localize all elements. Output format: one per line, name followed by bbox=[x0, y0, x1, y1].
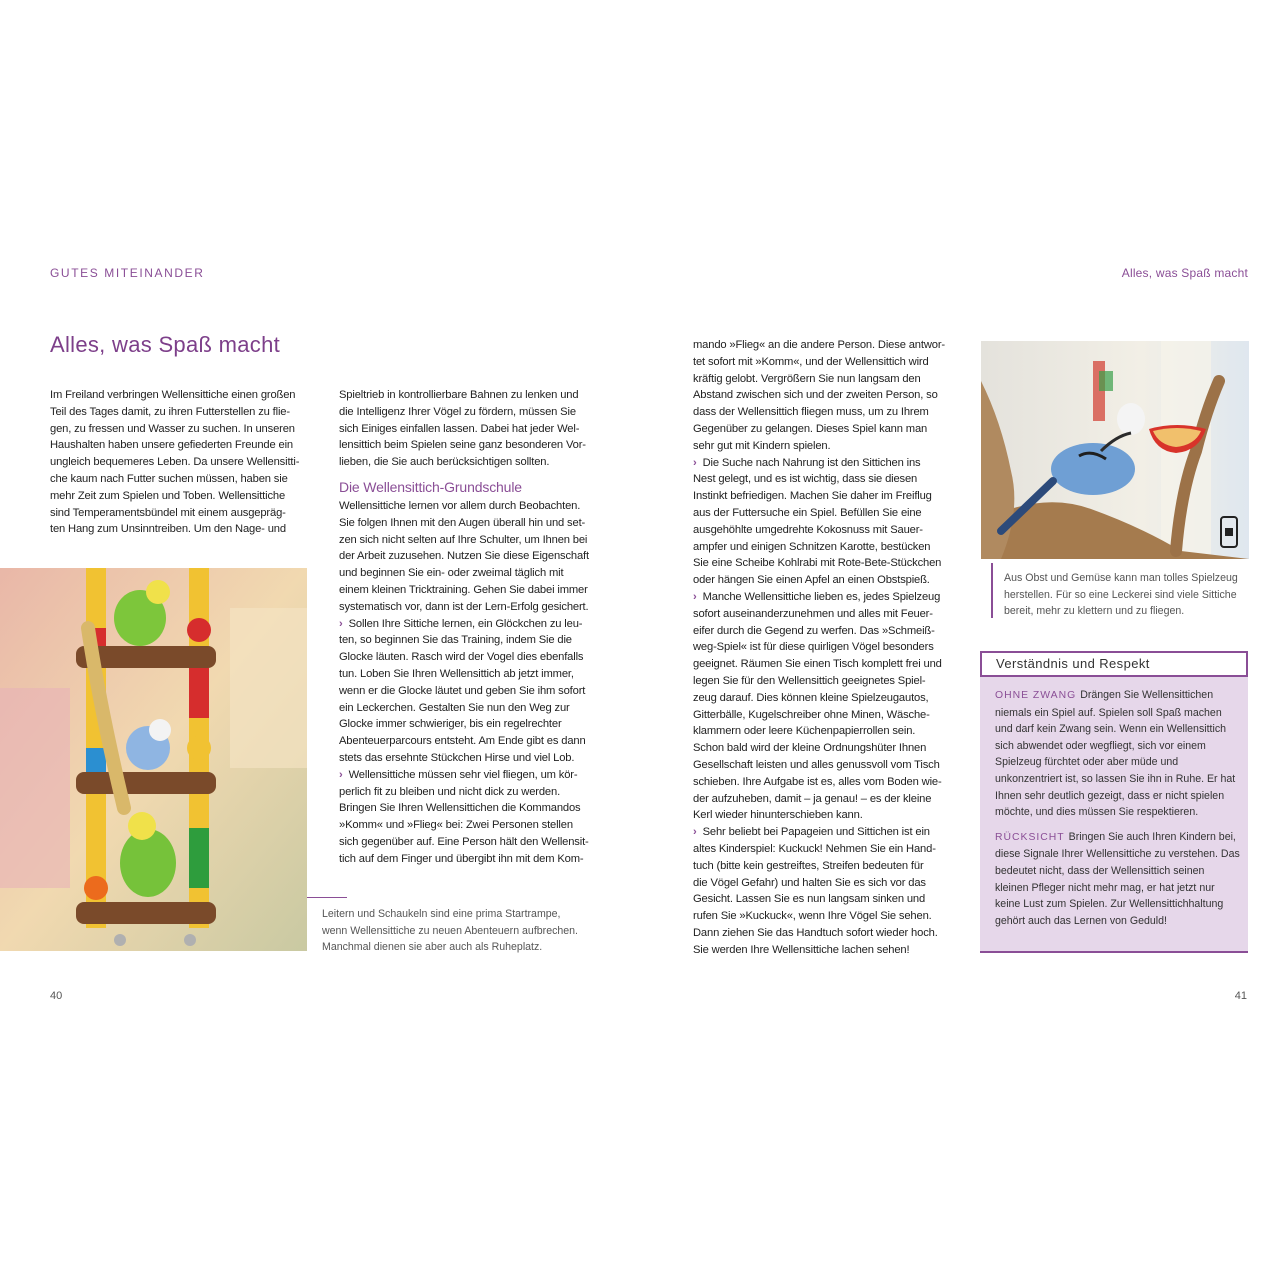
col2-intro bbox=[339, 387, 609, 471]
line-text: »Komm« und »Flieg« bei: Zwei Personen stellen bbox=[339, 819, 573, 832]
col1-lines bbox=[50, 387, 320, 538]
line-text: sind Temperamentsbündel mit einem ausgepräg- bbox=[50, 506, 286, 519]
line-text: lieben, die Sie auch berücksichtigen sollten. bbox=[339, 456, 550, 469]
line-text: ampfer und einigen Schnitzen Karotte, bestücken bbox=[693, 540, 931, 553]
text-line bbox=[339, 565, 609, 582]
text-line bbox=[339, 733, 609, 750]
line-text: Glocke immer schwieriger, bis ein regelrechter bbox=[339, 718, 562, 731]
bullet-arrow-icon: › bbox=[693, 826, 697, 839]
line-text: aus der Futtersuche ein Spiel. Befüllen Sie eine bbox=[693, 506, 922, 519]
text-line bbox=[339, 817, 609, 834]
line-text: Teil des Tages damit, zu ihren Futterstellen zu flie- bbox=[50, 405, 290, 418]
line-text: Sollen Ihre Sittiche lernen, ein Glöckchen zu leu- bbox=[348, 617, 583, 630]
text-line bbox=[693, 639, 963, 656]
line-text: Sehr beliebt bei Papageien und Sittichen ist ein bbox=[702, 826, 930, 839]
line-text: sich Einiges einfallen lassen. Dabei hat jeder Wel- bbox=[339, 422, 580, 435]
line-text: Bringen Sie Ihren Wellensittichen die Kommandos bbox=[339, 802, 581, 815]
line-text: die Intelligenz Ihrer Vögel zu fördern, müssen Sie bbox=[339, 405, 576, 418]
text-line bbox=[339, 498, 609, 515]
line-text: klammern oder leere Küchenpapierrollen sein. bbox=[693, 725, 916, 738]
info-box-body bbox=[995, 687, 1240, 937]
text-line bbox=[693, 723, 963, 740]
line-text: Dann ziehen Sie das Handtuch sofort wieder hoch. bbox=[693, 926, 938, 939]
text-line bbox=[693, 354, 963, 371]
text-line bbox=[693, 572, 963, 589]
text-line bbox=[339, 800, 609, 817]
line-text: systematisch vor, dann ist der Lern-Erfolg gesichert. bbox=[339, 600, 589, 613]
line-text: eifer durch die Gegend zu werfen. Das »Schmeiß- bbox=[693, 624, 935, 637]
line-text: tun. Loben Sie Ihren Wellensittich ab jetzt immer, bbox=[339, 667, 574, 680]
col3-bullet-1 bbox=[693, 455, 963, 589]
text-line bbox=[693, 471, 963, 488]
line-text: sehr gut mit Kindern spielen. bbox=[693, 439, 831, 452]
line-text: ausgehöhlte umgedrehte Kokosnuss mit Sauer- bbox=[693, 523, 923, 536]
text-line bbox=[693, 522, 963, 539]
text-line bbox=[693, 757, 963, 774]
line-text: dass der Wellensittich fliegen muss, um zu Ihrem bbox=[693, 406, 929, 419]
line-text: rufen Sie »Kuckuck«, wenn Ihre Vögel Sie sehen. bbox=[693, 910, 932, 923]
line-text: Gegenüber zu gelangen. Dieses Spiel kann man bbox=[693, 422, 928, 435]
text-line bbox=[50, 421, 320, 438]
text-line bbox=[693, 337, 963, 354]
text-line bbox=[339, 750, 609, 767]
text-line bbox=[693, 673, 963, 690]
text-line bbox=[339, 532, 609, 549]
text-line bbox=[1004, 587, 1252, 604]
text-line bbox=[322, 939, 612, 956]
line-text: Sie werden Ihre Wellensittiche lachen sehen! bbox=[693, 943, 910, 956]
column-1 bbox=[50, 387, 320, 538]
text-line bbox=[693, 875, 963, 892]
text-line bbox=[50, 404, 320, 421]
caption-rule-right bbox=[991, 563, 993, 618]
line-text: Instinkt befriedigen. Machen Sie daher im Freiflug bbox=[693, 490, 932, 503]
text-line bbox=[693, 740, 963, 757]
line-text: Sie eine Scheibe Kohlrabi mit Rote-Bete-Stückchen bbox=[693, 557, 942, 570]
line-text: schieben. Ihre Aufgabe ist es, alles vom Boden wie- bbox=[693, 775, 942, 788]
caption-left bbox=[322, 906, 612, 956]
text-line bbox=[693, 606, 963, 623]
text-line bbox=[693, 908, 963, 925]
text-line bbox=[339, 515, 609, 532]
text-line bbox=[693, 774, 963, 791]
bullet-arrow-icon: › bbox=[339, 617, 343, 630]
text-line bbox=[50, 488, 320, 505]
text-line bbox=[339, 716, 609, 733]
line-text: und beginnen Sie ein- oder zweimal täglich mit bbox=[339, 567, 564, 580]
budgie-ladder-illustration bbox=[0, 568, 307, 951]
text-line bbox=[339, 683, 609, 700]
line-text: mando »Flieg« an die andere Person. Diese antwor- bbox=[693, 339, 945, 351]
info-box-paragraph-2 bbox=[995, 829, 1240, 930]
text-line bbox=[339, 616, 609, 633]
line-text: Wellensittiche müssen sehr viel fliegen, um kör- bbox=[348, 768, 578, 781]
page-title: Alles, was Spaß macht bbox=[50, 332, 281, 357]
col2-bullet-1 bbox=[339, 616, 609, 767]
line-text: wenn Wellensittiche zu neuen Abenteuern aufbrechen. bbox=[322, 924, 578, 937]
text-line bbox=[693, 505, 963, 522]
text-line bbox=[693, 387, 963, 404]
info-box-paragraph-1 bbox=[995, 687, 1240, 821]
text-line bbox=[693, 925, 963, 942]
col2-bullet-2 bbox=[339, 767, 609, 868]
line-text: Glocke läuten. Rasch wird der Vogel dies ebenfalls bbox=[339, 651, 584, 664]
running-header-left: GUTES MITEINANDER bbox=[50, 266, 205, 280]
line-text: einem kleinen Tricktraining. Gehen Sie dabei immer bbox=[339, 583, 588, 596]
line-text: stets das ersehnte Stückchen Hirse und viel Lob. bbox=[339, 751, 575, 764]
text-line bbox=[693, 656, 963, 673]
line-text: Im Freiland verbringen Wellensittiche einen großen bbox=[50, 389, 296, 401]
line-text: Leitern und Schaukeln sind eine prima Startrampe, bbox=[322, 908, 561, 920]
line-text: Schon bald wird der kleine Ordnungshüter Ihnen bbox=[693, 742, 927, 755]
text-line bbox=[339, 548, 609, 565]
line-text: geeignet. Räumen Sie einen Tisch komplett frei und bbox=[693, 658, 942, 671]
text-line bbox=[339, 649, 609, 666]
text-line bbox=[339, 582, 609, 599]
line-text: tuch (bitte kein gestreiftes, Streifen bedeuten für bbox=[693, 859, 924, 872]
page-number-left: 40 bbox=[50, 990, 63, 1002]
line-text: Kerl wieder hinunterschieben kann. bbox=[693, 809, 863, 822]
line-text: Abstand zwischen sich und der zweiten Person, so bbox=[693, 389, 938, 402]
info-box bbox=[980, 651, 1248, 953]
bullet-arrow-icon: › bbox=[693, 456, 697, 469]
line-text: Sie folgen Ihnen mit den Augen überall hin und set- bbox=[339, 516, 586, 529]
line-text: bereit, mehr zu klettern und zu fliegen. bbox=[1004, 605, 1185, 617]
text-line bbox=[693, 539, 963, 556]
line-text: der Arbeit zuzusehen. Nutzen Sie diese Eigenschaft bbox=[339, 550, 589, 563]
text-line bbox=[50, 505, 320, 522]
text-line bbox=[339, 437, 609, 454]
text-line bbox=[693, 421, 963, 438]
line-text: Gitterbälle, Kugelschreiber ohne Minen, Wäsche- bbox=[693, 708, 930, 721]
text-line bbox=[693, 623, 963, 640]
line-text: wenn er die Glocke läutet und geben Sie ihm sofort bbox=[339, 684, 586, 697]
bullet-arrow-icon: › bbox=[693, 590, 697, 603]
text-line bbox=[339, 632, 609, 649]
text-line bbox=[50, 454, 320, 471]
line-text: mehr Zeit zum Spielen und Toben. Wellensittiche bbox=[50, 489, 286, 502]
line-text: Manchmal dienen sie aber auch als Ruheplatz. bbox=[322, 941, 543, 953]
column-2 bbox=[339, 387, 609, 868]
text-line bbox=[693, 555, 963, 572]
text-line bbox=[50, 471, 320, 488]
budgie-apple-illustration bbox=[981, 341, 1249, 559]
text-line bbox=[339, 767, 609, 784]
text-line bbox=[693, 455, 963, 472]
text-line bbox=[693, 589, 963, 606]
text-line bbox=[339, 404, 609, 421]
text-line bbox=[693, 824, 963, 841]
line-text: Spieltrieb in kontrollierbare Bahnen zu lenken und bbox=[339, 389, 579, 401]
text-line bbox=[339, 700, 609, 717]
line-text: zeug darauf. Dies können kleine Spielzeugautos, bbox=[693, 691, 929, 704]
line-text: herstellen. Für so eine Leckerei sind viele Sittiche bbox=[1004, 588, 1237, 601]
bullet-arrow-icon: › bbox=[339, 768, 343, 781]
line-text: Aus Obst und Gemüse kann man tolles Spielzeug bbox=[1004, 572, 1238, 584]
text-line bbox=[50, 521, 320, 538]
line-text: legen Sie für den Wellensittich geeignetes Spiel- bbox=[693, 674, 926, 687]
text-line bbox=[339, 421, 609, 438]
text-line bbox=[693, 891, 963, 908]
line-text: Wellensittiche lernen vor allem durch Beobachten. bbox=[339, 499, 581, 512]
column-3 bbox=[693, 337, 963, 958]
line-text: tich auf dem Finger und übergibt ihn mit dem Kom- bbox=[339, 852, 584, 865]
text-line bbox=[693, 488, 963, 505]
line-text: gen, zu fressen und Wasser zu suchen. In unseren bbox=[50, 422, 295, 435]
keyword-ruecksicht: RÜCKSICHT bbox=[995, 831, 1065, 843]
text-line bbox=[1004, 570, 1252, 587]
line-text: die Vögel Gefahr) und halten Sie es sich vor das bbox=[693, 876, 926, 889]
line-text: Gesellschaft leisten und alles genussvoll vom Tisch bbox=[693, 758, 940, 771]
line-text: ein Leckerchen. Gestalten Sie nun den Weg zur bbox=[339, 701, 570, 714]
line-text: Nest gelegt, und es ist wichtig, dass sie diesen bbox=[693, 473, 918, 486]
line-text: Gesicht. Lassen Sie es nun langsam sinken und bbox=[693, 893, 926, 906]
text-line bbox=[50, 387, 320, 404]
text-line bbox=[693, 791, 963, 808]
text-line bbox=[693, 858, 963, 875]
col3-bullet-3 bbox=[693, 824, 963, 958]
text-line bbox=[322, 906, 612, 923]
line-text: ten Hang zum Unsinntreiben. Um den Nage- und bbox=[50, 523, 286, 536]
line-text: sich gegenüber auf. Eine Person hält den Wellensit- bbox=[339, 835, 589, 848]
text-line bbox=[693, 438, 963, 455]
caption-right bbox=[1004, 570, 1252, 620]
line-text: che kaum nach Futter suchen müssen, haben sie bbox=[50, 472, 288, 485]
caption-rule-left bbox=[307, 897, 347, 898]
line-text: Die Suche nach Nahrung ist den Sittichen ins bbox=[702, 456, 921, 469]
text-line bbox=[693, 807, 963, 824]
info-box-text-1: Drängen Sie Wellensittichen niemals ein Spiel auf. Spielen soll Spaß machen und darf kein Zwang sein. Wenn ein Wellensittich sich abwendet oder wegfliegt, sich vor einem Spielzeug fürchtet oder aber müde und unkonzentriert ist, so lassen Sie ihn in Ruhe. Er hat Ihnen sehr deutlich gezeigt, dass er nicht spielen möchte, und dies müssen Sie respektieren. bbox=[995, 689, 1236, 819]
line-text: altes Kinderspiel: Kuckuck! Nehmen Sie ein Hand- bbox=[693, 842, 936, 855]
text-line bbox=[339, 454, 609, 471]
text-line bbox=[339, 834, 609, 851]
line-text: Haushalten haben unsere gefiederten Freunde ein bbox=[50, 439, 293, 452]
text-line bbox=[322, 923, 612, 940]
text-line bbox=[693, 707, 963, 724]
text-line bbox=[693, 942, 963, 959]
text-line bbox=[50, 437, 320, 454]
keyword-ohne-zwang: OHNE ZWANG bbox=[995, 690, 1077, 701]
col3-bullet-2 bbox=[693, 589, 963, 824]
text-line bbox=[339, 666, 609, 683]
line-text: kräftig gelobt. Vergrößern Sie nun langsam den bbox=[693, 372, 921, 385]
text-line bbox=[693, 371, 963, 388]
line-text: Manche Wellensittiche lieben es, jedes Spielzeug bbox=[702, 590, 941, 603]
col3-intro bbox=[693, 337, 963, 455]
section-subheading: Die Wellensittich-Grundschule bbox=[339, 478, 522, 495]
line-text: lensittich beim Spielen seine ganz besonderen Vor- bbox=[339, 439, 586, 452]
line-text: perlich fit zu bleiben und nicht dick zu werden. bbox=[339, 785, 561, 798]
running-header-right: Alles, was Spaß macht bbox=[1121, 266, 1248, 280]
line-text: Abenteuerparcours entsteht. Am Ende gibt es dann bbox=[339, 735, 586, 748]
line-text: der aufzuheben, damit – ja genau! – es der kleine bbox=[693, 792, 932, 805]
text-line bbox=[339, 851, 609, 868]
text-line bbox=[1004, 603, 1252, 620]
line-text: ungleich bequemeres Leben. Da unsere Wellensitti- bbox=[50, 456, 300, 469]
info-box-title: Verständnis und Respekt bbox=[980, 651, 1248, 677]
text-line bbox=[693, 841, 963, 858]
col2-body bbox=[339, 498, 609, 616]
text-line bbox=[339, 784, 609, 801]
line-text: oder hängen Sie einen Apfel an einen Obstspieß. bbox=[693, 574, 930, 587]
line-text: tet sofort mit »Komm«, und der Wellensittich wird bbox=[693, 355, 929, 368]
line-text: weg-Spiel« ist für diese quirligen Vögel besonders bbox=[693, 641, 934, 654]
text-line bbox=[339, 387, 609, 404]
line-text: sofort auseinanderzunehmen und alles mit Feuer- bbox=[693, 607, 933, 620]
text-line bbox=[339, 599, 609, 616]
text-line bbox=[693, 690, 963, 707]
budgie-apple-photo bbox=[981, 341, 1249, 559]
text-line bbox=[693, 404, 963, 421]
budgie-ladder-photo bbox=[0, 568, 307, 951]
line-text: ten, so beginnen Sie das Training, indem Sie die bbox=[339, 634, 572, 647]
info-box-text-2: Bringen Sie auch Ihren Kindern bei, diese Signale Ihrer Wellensittiche zu verstehen. Das bedeutet nicht, dass der Wellensittich seinen kleinen Pfleger nicht mehr mag, er hat jetzt nur keine Lust zum Spielen. Zur Wellensittichhaltung gehört auch das Lernen von Geduld! bbox=[995, 830, 1240, 927]
page-number-right: 41 bbox=[1234, 990, 1247, 1002]
line-text: zen sich nicht selten auf Ihre Schulter, um Ihnen bei bbox=[339, 533, 588, 546]
